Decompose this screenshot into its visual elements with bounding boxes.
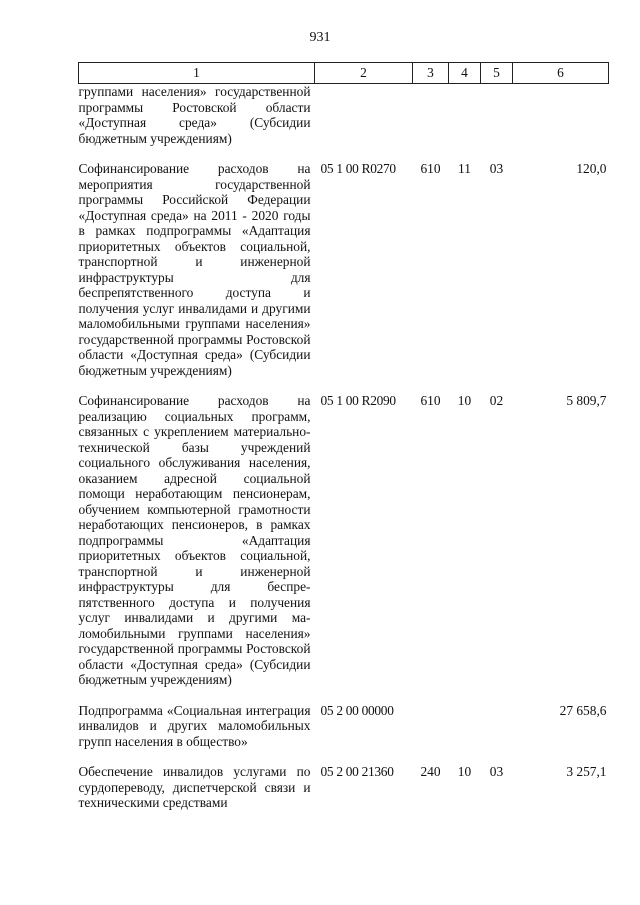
row-description: Софинансирование расходов на мероприятия государственной программы Российской Федерации «Доступная среда» на 2011 - 2020 годы в рамках подпрограммы «Адаптация приоритетных объектов социальной, транспортной и инженерной инфраструктуры для беспрепятственного доступа и получения услуг инвалидами и другими маломобильными группами населения» государственной программы Ростовской области «Доступная среда» (Субсидии бюджетным учреждениям) [78, 161, 311, 378]
row-subsection [481, 84, 513, 147]
row-description: Софинансирование расходов на реализацию социальных программ, связанных с укреплением материально-технической базы учреждений социального обслуживания населения, оказанием адресной социальной помощи неработающим пенсионерам, обучением компьютерной грамотности неработающих пенсионеров, в рамках подпрограммы «Адаптация приоритетных объектов социальной, транспортной и инженерной инфраструктуры для беспрепятственного доступа и получения услуг инвалидами и другими маломобильными группами населения» государственной программы Ростовской области «Доступная среда» (Субсидии бюджетным учреждениям) [78, 393, 311, 687]
table-row [79, 161, 609, 378]
row-gap [79, 378, 609, 393]
header-col-6: 6 [513, 63, 609, 84]
header-col-5: 5 [481, 63, 513, 84]
row-expense-type: 610 [420, 161, 441, 176]
row-expense-type: 240 [420, 764, 441, 779]
row-expense-type [413, 84, 449, 147]
row-description: группами населения» государственной программы Ростовской области «Доступная среда» (Субсидии бюджетным учреждениям) [78, 84, 311, 146]
header-col-3: 3 [413, 63, 449, 84]
row-subsection: 03 [489, 764, 504, 779]
row-section [449, 84, 481, 147]
header-col-4: 4 [449, 63, 481, 84]
row-amount: 27 658,6 [559, 702, 607, 718]
row-target-code: 05 2 00 00000 [320, 702, 394, 718]
row-expense-type [413, 703, 449, 750]
header-col-1: 1 [79, 63, 315, 84]
row-section [449, 703, 481, 750]
row-target-code: 05 1 00 R0270 [320, 161, 396, 176]
row-gap [79, 749, 609, 764]
table-row [79, 764, 609, 811]
row-section: 11 [458, 161, 471, 176]
row-description: Обеспечение инвалидов услугами по сурдопереводу, диспетчерской связи и техническими средствами [78, 764, 311, 810]
row-subsection [481, 703, 513, 750]
page-number: 931 [309, 30, 331, 45]
row-amount: 5 809,7 [566, 393, 607, 408]
row-target-code [315, 84, 413, 147]
row-gap [79, 688, 609, 703]
row-expense-type: 610 [420, 393, 441, 408]
budget-table [78, 62, 609, 811]
row-target-code: 05 2 00 21360 [320, 764, 394, 779]
row-amount: 3 257,1 [566, 764, 607, 779]
row-target-code: 05 1 00 R2090 [320, 393, 396, 408]
table-header-row [79, 63, 609, 84]
row-amount [513, 84, 609, 147]
row-subsection: 02 [489, 393, 504, 408]
header-col-2: 2 [315, 63, 413, 84]
table-row [79, 393, 609, 688]
row-section: 10 [457, 393, 472, 408]
row-section: 10 [457, 764, 472, 779]
table-row [79, 703, 609, 750]
row-description: Подпрограмма «Социальная интеграция инвалидов и других маломобильных групп населения в общество» [78, 702, 311, 749]
row-gap [79, 146, 609, 161]
row-subsection: 03 [489, 161, 504, 176]
row-amount: 120,0 [576, 161, 607, 176]
table-row [79, 84, 609, 147]
